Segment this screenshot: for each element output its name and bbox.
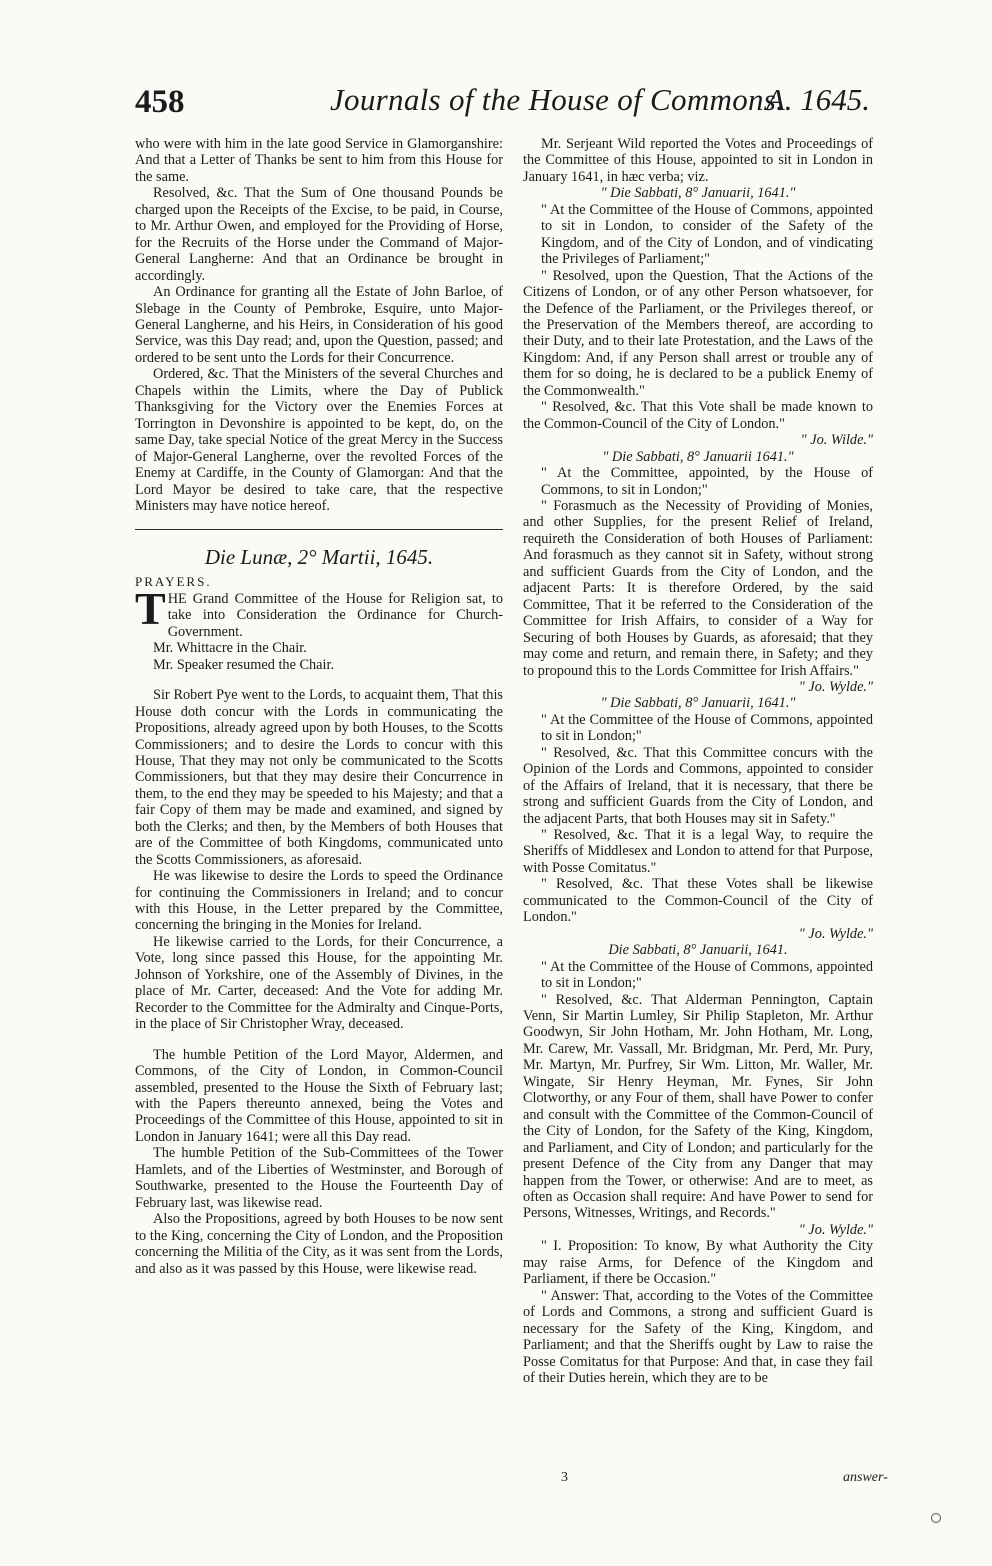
date-line: " Die Sabbati, 8° Januarii, 1641." — [600, 695, 796, 712]
signature-line: " Jo. Wylde." — [798, 925, 873, 942]
paragraph: " Forasmuch as the Necessity of Providing of Monies, and other Supplies, for the present Relief of Ireland, requireth the Consideration of both Houses of Parliament: And forasmuch as they cannot sit in Safety, without strong and sufficient Guards from the City of London, and the adjacent Parts: It is therefore Ordered, by the said Committee, That it be referred to the Consideration of the Committee for Irish Affairs, to consider of a Way for Securing of both Houses by Guards, as aforesaid; that they may come and return, and remain there, in Safety; and they to propound this to the Lords Committee for Irish Affairs." — [523, 497, 873, 679]
chair-note: Mr. Speaker resumed the Chair. — [153, 656, 335, 673]
page-header — [135, 82, 870, 128]
paragraph: Ordered, &c. That the Ministers of the several Churches and Chapels within the Limits, where the Day of Publick Thanksgiving for the Victory over the Enemies Forces at Torrington in Devonshire is appointed to be kept, do, on the same Day, take special Notice of the great Mercy in the Success of Major-General Langherne, over the revolted Forces of the Enemy at Cardiffe, in the County of Glamorgan: And that the Lord Mayor be desired to take care, that the respective Ministers may have notice hereof. — [135, 366, 503, 514]
drop-cap-letter: T — [135, 582, 166, 634]
paragraph: who were with him in the late good Service in Glamorganshire: And that a Letter of Thanks be sent to him from this House for the same. — [135, 136, 503, 185]
page-number: 458 — [135, 84, 185, 120]
paragraph: " Resolved, upon the Question, That the Actions of the Citizens of London, or of any other Person whatsoever, for the Defence of the Parliament, or the Privileges thereof, or the Preservation of the Members thereof, are according to their Duty, and to their late Protestation, and the Laws of the Kingdom: And, if any Person shall arrest or trouble any of them for so doing, he is declared to be a publick Enemy of the Commonwealth." — [523, 267, 873, 399]
ring-mark — [931, 1513, 941, 1523]
running-title: Journals of the House of Commons. — [330, 82, 785, 117]
paragraph: He likewise carried to the Lords, for their Concurrence, a Vote, long since passed this House, for the appointing Mr. Johnson of Yorkshire, one of the Assembly of Divines, in the place of Mr. Carter, deceased: And the Vote for adding Mr. Recorder to the Committee for the Admiralty and Cinque-Ports, in the place of Sir Christopher Wray, deceased. — [135, 933, 503, 1033]
day-heading: Die Lunæ, 2° Martii, 1645. — [204, 545, 434, 570]
catchword: answer- — [843, 1470, 888, 1485]
signature-line: " Jo. Wylde." — [798, 1221, 873, 1238]
paragraph: He was likewise to desire the Lords to speed the Ordinance for continuing the Commissioners in Ireland; and to concur with this House, in the Letter prepared by the Committee, concerning the bringing in the Monies for Ireland. — [135, 868, 503, 934]
prayers-label: PRAYERS. — [135, 574, 212, 590]
paragraph: Also the Propositions, agreed by both Houses to be now sent to the King, concerning the City of London, and the Proposition concerning the Militia of the City, as it was sent from the Lords, and also as it was passed by this House, were likewise read. — [135, 1211, 503, 1277]
paragraph: " Resolved, &c. That Alderman Pennington, Captain Venn, Sir Martin Lumley, Sir Philip Stapleton, Mr. Arthur Goodwyn, Sir John Hotham, Mr. John Hotham, Mr. Long, Mr. Carew, Mr. Vassall, Mr. Bridgman, Mr. Perd, Mr. Pury, Mr. Martyn, Mr. Purfrey, Sir Wm. Litton, Mr. Waller, Mr. Wingate, Sir Henry Heyman, Mr. Fynes, Sir John Clotworthy, or any Four of them, shall have Power to confer and consult with the Committee of the Common-Council of the City of London, for the Safety of the King, Kingdom, and Parliament, and City of London; and particularly for the present Defence of the City from any Danger that may happen from the Tower, or otherwise: And are to meet, as often as Occasion shall require: And have Power to send for Persons, Witnesses, Writings, and Records." — [523, 991, 873, 1222]
paragraph: Resolved, &c. That the Sum of One thousand Pounds be charged upon the Receipts of the Excise, to be paid, in Course, to Mr. Arthur Owen, and employed for the Providing of Horse, for the Recruits of the Horse under the Command of Major-General Langherne: And that an Ordinance be brought in accordingly. — [135, 185, 503, 284]
paragraph: " Answer: That, according to the Votes of the Committee of Lords and Commons, a strong and sufficient Guard is necessary for the Safety of the King, Kingdom, and Parliament; and that the Sheriffs ought by Law to raise the Posse Comitatus for that Purpose: And that, in case they fail of their Duties herein, which they are to be — [523, 1287, 873, 1386]
paragraph: Mr. Serjeant Wild reported the Votes and Proceedings of the Committee of this House, appointed to sit in London in January 1641, in hæc verba; viz. — [523, 136, 873, 185]
paragraph: Sir Robert Pye went to the Lords, to acquaint them, That this House doth concur with the Lords in communicating the Propositions, already agreed upon by both Houses, to the Scotts Commissioners; and to desire the Lords to concur with this House, That they may not only be communicated to the Scotts Commissioners, but that they may desire their Concurrence in them, to the end they may be speeded to his Majesty; and that a fair Copy of them may be made and examined, and signed by both the Clerks; and then, by the Members of both Houses that are of the Committee of both Kingdoms, communicated unto the Scotts Commissioners, as aforesaid. — [135, 687, 503, 868]
spacer — [135, 673, 503, 687]
paragraph: The humble Petition of the Sub-Committees of the Tower Hamlets, and of the Liberties of Westminster, and Borough of Southwarke, presented to the House the Fourteenth Day of February last, was likewise read. — [135, 1145, 503, 1211]
paragraph: " Resolved, &c. That it is a legal Way, to require the Sheriffs of Middlesex and London to attend for that Purpose, with Posse Comitatus." — [523, 827, 873, 876]
date-line: " Die Sabbati, 8° Januarii, 1641." — [600, 185, 796, 202]
paragraph: " I. Proposition: To know, By what Authority the City may raise Arms, for Defence of the Kingdom and Parliament, if there be Occasion." — [523, 1238, 873, 1288]
paragraph: " At the Committee of the House of Commons, appointed to sit in London, to consider of the Safety of the Kingdom, and of the City of London, and of vindicating the Privileges of Parliament;" — [541, 201, 873, 268]
left-column — [135, 136, 503, 1277]
paragraph: The humble Petition of the Lord Mayor, Aldermen, and Commons, of the City of London, in Common-Council assembled, presented to the House the Sixth of February last; with the Papers thereunto annexed, being the Votes and Proceedings of the Committee of this House, appointed to sit in London in January 1641; were all this Day read. — [135, 1046, 503, 1145]
signature-line: " Jo. Wylde." — [798, 678, 873, 695]
paragraph: " Resolved, &c. That this Committee concurs with the Opinion of the Lords and Commons, appointed to consider of the Affairs of Ireland, that it is necessary, that there be strong and sufficient Guards from the City of London, and the adjacent Parts, that both Houses may sit in Safety." — [523, 744, 873, 827]
dropcap-text: HE Grand Committee of the House for Religion sat, to take into Consideration the Ordinance for Church-Government. — [167, 590, 503, 640]
date-line: " Die Sabbati, 8° Januarii 1641." — [602, 448, 794, 465]
year-mark: A. 1645. — [765, 82, 870, 117]
section-divider — [135, 529, 503, 530]
paragraph: " At the Committee, appointed, by the House of Commons, to sit in London;" — [541, 465, 873, 498]
paragraph: " Resolved, &c. That these Votes shall be likewise communicated to the Common-Council of the City of London." — [523, 876, 873, 926]
paragraph: " At the Committee of the House of Commons, appointed to sit in London;" — [541, 711, 873, 745]
signature-line: " Jo. Wilde." — [800, 432, 873, 449]
chair-note: Mr. Whittacre in the Chair. — [153, 640, 307, 657]
paragraph: An Ordinance for granting all the Estate of John Barloe, of Slebage in the County of Pembroke, Esquire, unto Major-General Langherne, and his Heirs, in Consideration of his good Service, was this Day read; and, upon the Question, passed; and ordered to be sent unto the Lords for their Concurrence. — [135, 284, 503, 366]
spacer — [135, 1033, 503, 1047]
right-column — [523, 136, 873, 1386]
paragraph: " At the Committee of the House of Commons, appointed to sit in London;" — [541, 958, 873, 992]
signature-mark: 3 — [561, 1470, 568, 1485]
paragraph: " Resolved, &c. That this Vote shall be made known to the Common-Council of the City of London." — [523, 399, 873, 432]
date-line: Die Sabbati, 8° Januarii, 1641. — [608, 942, 788, 959]
